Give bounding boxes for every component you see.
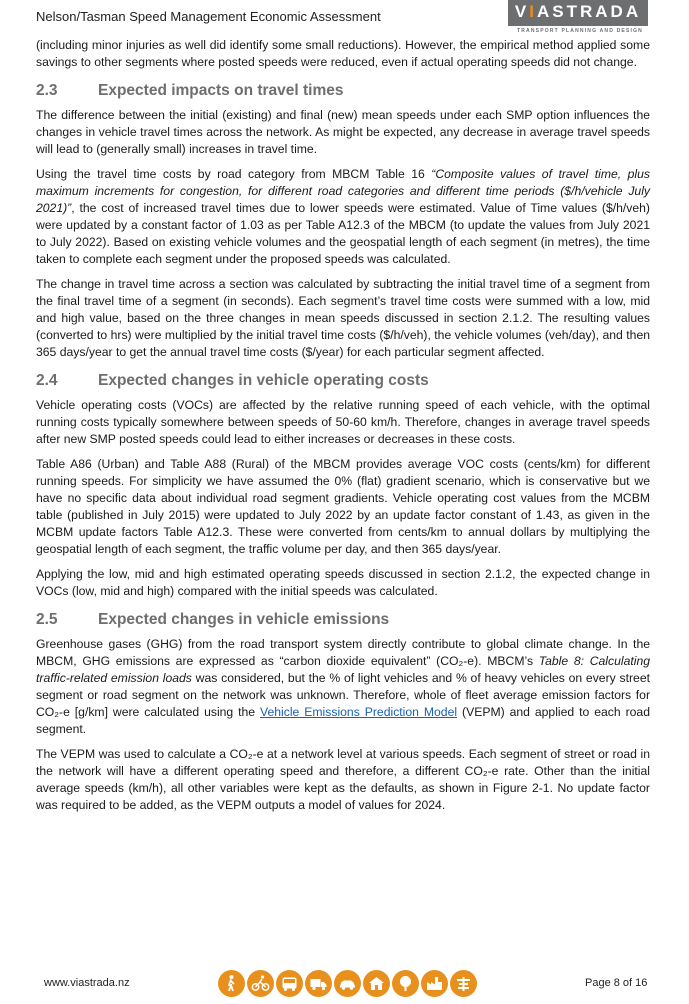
vepm-link[interactable]: Vehicle Emissions Prediction Model <box>260 705 458 719</box>
document-title: Nelson/Tasman Speed Management Economic Assessment <box>36 9 381 24</box>
logo-wordmark: VIASTRADA <box>514 2 642 21</box>
section-2-4-paragraph-3: Applying the low, mid and high estimated operating speeds discussed in section 2.1.2, the expected change in VOCs (low, mid and high) compared with the initial speeds was calculated. <box>36 567 650 598</box>
footer-website-link[interactable]: www.viastrada.nz <box>44 977 130 989</box>
rail-icon <box>450 970 477 997</box>
factory-icon <box>421 970 448 997</box>
section-2-5-heading: 2.5 Expected changes in vehicle emissions <box>36 611 390 628</box>
page-body <box>36 37 650 822</box>
pedestrian-icon <box>218 970 245 997</box>
intro-paragraph: (including minor injuries as well did identify some small reductions). However, the empirical method applied some savings to other segments where posted speeds were reduced, even if actual operating speeds did not change. <box>36 38 650 69</box>
car-icon <box>334 970 361 997</box>
page-header <box>0 0 689 40</box>
cyclist-icon <box>247 970 274 997</box>
page-number: Page 8 of 16 <box>585 977 648 989</box>
section-2-3-paragraph-2: Using the travel time costs by road category from MBCM Table 16 “Composite values of travel time, plus maximum increments for congestion, for different road categories and different time periods ($/h/vehicle July 2021)”, the cost of increased travel times due to lower speeds were estimated. Value of Time values ($/h/veh) were updated by a constant factor of 1.03 as per Table A12.3 of the MBCM (to update the values from July 2021 to July 2022). Based on existing vehicle volumes and the geospatial length of each segment (in metres), the time taken to complete each segment under the proposed speeds was calculated. <box>36 167 650 266</box>
transport-icons-strip <box>218 970 477 998</box>
logo-tagline: TRANSPORT PLANNING AND DESIGN <box>516 28 643 34</box>
section-2-5-paragraph-2: The VEPM was used to calculate a CO₂-e at a network level at various speeds. Each segment of street or road in the network will have a different operating speed and therefore, a different CO₂-e rate. Other than the initial average speeds (km/h), all other variables were kept as the defaults, as shown in Figure 2-1. No update factor was required to be added, as the VEPM outputs a model of values for 2024. <box>36 747 650 812</box>
mbcm-table-8-title: Table 8: Calculating traffic-related emission loads <box>36 654 650 685</box>
truck-icon <box>305 970 332 997</box>
tree-icon <box>392 970 419 997</box>
page-footer <box>0 966 689 1004</box>
section-2-3-heading: 2.3 Expected impacts on travel times <box>36 82 344 99</box>
section-2-4-paragraph-2: Table A86 (Urban) and Table A88 (Rural) of the MBCM provides average VOC costs (cents/km) for different running speeds. For simplicity we have assumed the 0% (flat) gradient scenario, which is conservative but we have no specific data about individual road segment gradients. Vehicle operating cost values from the MCBM table (published in July 2015) were updated to July 2022 by an update factor constant of 1.43, as given in the MCBM update factors Table A12.3. These were converted from cents/km to annual dollars by multiplying the geospatial length of each segment, the traffic volume per day, and then 365 days/year. <box>36 457 650 556</box>
bus-icon <box>276 970 303 997</box>
house-icon <box>363 970 390 997</box>
section-2-4-paragraph-1: Vehicle operating costs (VOCs) are affected by the relative running speed of each vehicle, with the optimal running costs typically somewhere between speeds of 50-60 km/h. Therefore, changes in average travel speeds after new SMP posted speeds could lead to either increases or decreases in these costs. <box>36 398 650 446</box>
section-2-3-paragraph-3: The change in travel time across a section was calculated by subtracting the initial travel time of a segment from the final travel time of a segment (in seconds). Each segment’s travel time costs were summed with a low, mid and high value, based on the three changes in mean speeds discussed in section 2.1.2. The resulting values (converted to hrs) were multiplied by the initial travel time costs ($/h/veh), the vehicle volumes (veh/day), and then 365 days/year to get the annual travel time costs ($/year) for each particular segment affected. <box>36 277 650 359</box>
viastrada-logo <box>508 0 648 26</box>
section-2-4-heading: 2.4 Expected changes in vehicle operating costs <box>36 372 429 389</box>
mbcm-table-16-title: “Composite values of travel time, plus maximum increments for congestion, for different road categories and different time periods ($/h/vehicle July 2021)” <box>36 167 650 215</box>
section-2-5-paragraph-1: Greenhouse gases (GHG) from the road transport system directly contribute to global climate change. In the MBCM, GHG emissions are expressed as “carbon dioxide equivalent” (CO₂-e). MBCM’s Table 8: Calculating traffic-related emission loads was considered, but the % of light vehicles and % of heavy vehicles on every street segment or road segment on the network was unknown. Therefore, whole of fleet average emission factors for CO₂-e [g/km] were calculated using the Vehicle Emissions Prediction Model (VEPM) and applied to each road segment. <box>36 637 650 736</box>
section-2-3-paragraph-1: The difference between the initial (existing) and final (new) mean speeds under each SMP option influences the changes in vehicle travel times across the network. As might be expected, any decrease in average travel speeds will lead to (generally small) increases in travel time. <box>36 108 650 156</box>
